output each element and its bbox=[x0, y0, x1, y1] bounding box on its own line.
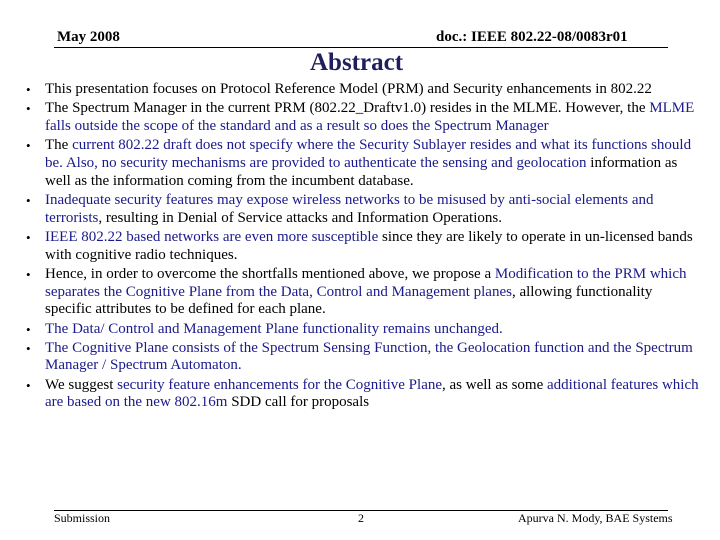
slide-title: Abstract bbox=[310, 49, 404, 76]
bullet-dot: • bbox=[26, 321, 31, 337]
bullet-dot: • bbox=[26, 340, 31, 356]
header-rule bbox=[54, 47, 668, 48]
bullet-item bbox=[26, 100, 702, 135]
bullet-text: We suggest security feature enhancements for the Cognitive Plane, as well as some additional features which are based on the new 802.16m SDD call for proposals bbox=[45, 376, 699, 411]
bullet-dot: • bbox=[26, 138, 31, 154]
bullet-item bbox=[26, 192, 702, 227]
bullet-item bbox=[26, 81, 702, 99]
bullet-item bbox=[26, 266, 702, 319]
footer-author: Apurva N. Mody, BAE Systems bbox=[518, 511, 673, 525]
bullet-item bbox=[26, 340, 702, 375]
bullet-item bbox=[26, 229, 702, 264]
bullet-text: Inadequate security features may expose wireless networks to be misused by anti-social elements and terrorists, resulting in Denial of Service attacks and Information Operations. bbox=[45, 191, 654, 226]
bullet-item bbox=[26, 377, 702, 412]
bullet-text: The Cognitive Plane consists of the Spectrum Sensing Function, the Geolocation function and the Spectrum Manager / Spectrum Automaton. bbox=[45, 339, 693, 374]
bullet-dot: • bbox=[26, 192, 31, 208]
bullet-dot: • bbox=[26, 266, 31, 282]
header-doc-id: doc.: IEEE 802.22-08/0083r01 bbox=[436, 29, 628, 45]
bullet-item bbox=[26, 321, 702, 339]
bullet-list bbox=[26, 81, 702, 414]
bullet-item bbox=[26, 137, 702, 190]
footer-submission: Submission bbox=[54, 511, 111, 525]
bullet-text: The current 802.22 draft does not specify where the Security Sublayer resides and what its functions should be. Also, no security mechanisms are provided to authenticate the sensing and geolocation information as well as the information coming from the incumbent database. bbox=[45, 137, 692, 189]
bullet-dot: • bbox=[26, 101, 31, 117]
bullet-text: IEEE 802.22 based networks are even more susceptible since they are likely to operate in un-licensed bands with cognitive radio techniques. bbox=[45, 228, 693, 263]
bullet-dot: • bbox=[26, 229, 31, 245]
bullet-text: Hence, in order to overcome the shortfalls mentioned above, we propose a Modification to the PRM which separates the Cognitive Plane from the Data, Control and Management planes, allowing functionality specific attributes to be defined for each plane. bbox=[45, 265, 687, 318]
bullet-dot: • bbox=[26, 377, 31, 393]
bullet-text: This presentation focuses on Protocol Reference Model (PRM) and Security enhancements in 802.22 bbox=[45, 81, 652, 97]
header-date: May 2008 bbox=[57, 29, 120, 45]
bullet-text: The Data/ Control and Management Plane functionality remains unchanged. bbox=[45, 320, 503, 337]
footer-page-number: 2 bbox=[358, 511, 364, 525]
bullet-text: The Spectrum Manager in the current PRM (802.22_Draftv1.0) resides in the MLME. However, the MLME falls outside the scope of the standard and as a result so does the Spectrum Manager bbox=[45, 100, 695, 134]
bullet-dot: • bbox=[26, 82, 31, 97]
